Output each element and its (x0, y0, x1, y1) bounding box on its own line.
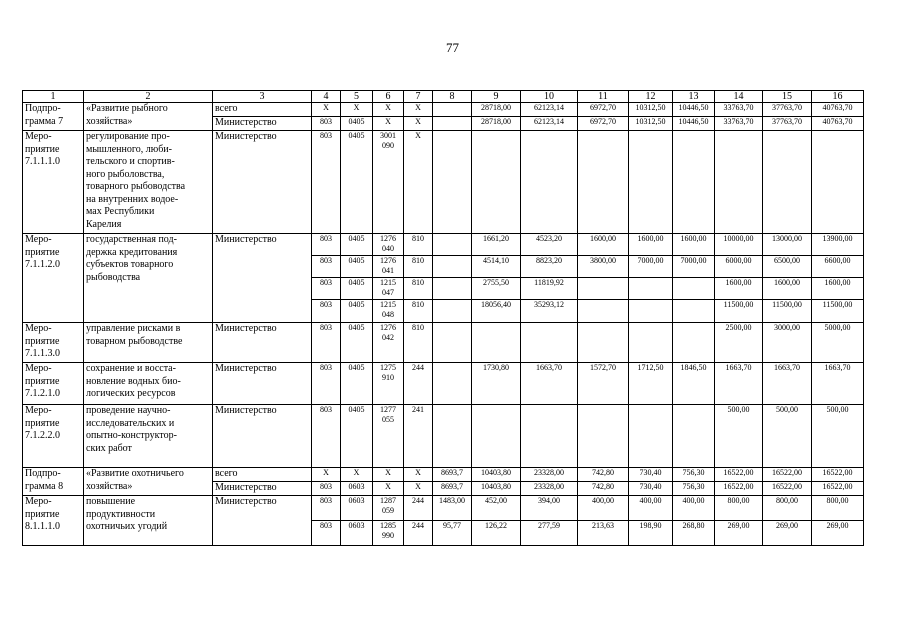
value-col-8: 1483,00 (433, 496, 472, 521)
value-col-8 (433, 103, 472, 117)
value-col-15: 500,00 (763, 405, 812, 468)
value-col-5: 0405 (341, 363, 373, 405)
column-header: 14 (715, 91, 763, 103)
value-col-13 (673, 131, 715, 234)
value-col-10: 1663,70 (521, 363, 578, 405)
value-col-9: 2755,50 (472, 278, 521, 300)
value-col-8: 8693,7 (433, 482, 472, 496)
value-col-9: 10403,80 (472, 468, 521, 482)
value-col-9: 1730,80 (472, 363, 521, 405)
value-col-8 (433, 278, 472, 300)
table-row (23, 131, 864, 234)
value-col-13: 10446,50 (673, 103, 715, 117)
value-col-12 (629, 405, 673, 468)
item-title: «Развитие охотничьего хозяйства» (84, 468, 213, 496)
value-col-11 (578, 131, 629, 234)
value-col-5: 0405 (341, 131, 373, 234)
column-header: 8 (433, 91, 472, 103)
value-col-8 (433, 323, 472, 363)
value-col-14: 800,00 (715, 496, 763, 521)
value-col-13: 10446,50 (673, 117, 715, 131)
value-col-10: 8823,20 (521, 256, 578, 278)
value-col-12 (629, 131, 673, 234)
value-col-6: 1276 040 (373, 234, 404, 256)
column-header: 2 (84, 91, 213, 103)
value-col-12: 10312,50 (629, 117, 673, 131)
value-col-16: 40763,70 (812, 103, 864, 117)
column-header: 16 (812, 91, 864, 103)
value-col-7: 810 (404, 300, 433, 323)
value-col-14: 16522,00 (715, 482, 763, 496)
value-col-14: 1600,00 (715, 278, 763, 300)
table-row (23, 496, 864, 521)
value-col-15: 37763,70 (763, 117, 812, 131)
value-col-6: 1276 042 (373, 323, 404, 363)
value-col-9: 452,00 (472, 496, 521, 521)
value-col-14: 16522,00 (715, 468, 763, 482)
value-col-11 (578, 300, 629, 323)
value-col-11: 6972,70 (578, 103, 629, 117)
value-col-7: X (404, 103, 433, 117)
item-code: Меро- приятие 7.1.1.2.0 (23, 234, 84, 323)
value-col-5: 0603 (341, 482, 373, 496)
value-col-13: 1600,00 (673, 234, 715, 256)
value-col-10 (521, 405, 578, 468)
value-col-4: 803 (312, 323, 341, 363)
value-col-13: 756,30 (673, 482, 715, 496)
value-col-11: 742,80 (578, 482, 629, 496)
value-col-14: 269,00 (715, 521, 763, 546)
item-title: сохранение и восста- новление водных био- логических ресурсов (84, 363, 213, 405)
value-col-4: X (312, 103, 341, 117)
value-col-8: 8693,7 (433, 468, 472, 482)
value-col-8 (433, 405, 472, 468)
value-col-5: 0603 (341, 496, 373, 521)
value-col-9: 10403,80 (472, 482, 521, 496)
value-col-16: 800,00 (812, 496, 864, 521)
value-col-10: 23328,00 (521, 482, 578, 496)
table-row (23, 405, 864, 468)
item-code: Меро- приятие 8.1.1.1.0 (23, 496, 84, 546)
value-col-4: 803 (312, 278, 341, 300)
value-col-7: 810 (404, 323, 433, 363)
value-col-8 (433, 256, 472, 278)
value-col-16: 16522,00 (812, 482, 864, 496)
value-col-12: 1712,50 (629, 363, 673, 405)
value-col-14: 33763,70 (715, 103, 763, 117)
value-col-15: 6500,00 (763, 256, 812, 278)
value-col-10: 23328,00 (521, 468, 578, 482)
value-col-6: 1276 041 (373, 256, 404, 278)
value-col-7: 244 (404, 496, 433, 521)
value-col-12 (629, 300, 673, 323)
value-col-15: 11500,00 (763, 300, 812, 323)
value-col-14: 6000,00 (715, 256, 763, 278)
item-title: проведение научно- исследовательских и опытно-конструктор- ских работ (84, 405, 213, 468)
value-col-4: 803 (312, 496, 341, 521)
value-col-16: 6600,00 (812, 256, 864, 278)
value-col-5: X (341, 468, 373, 482)
column-header: 3 (213, 91, 312, 103)
value-col-10: 277,59 (521, 521, 578, 546)
value-col-11: 213,63 (578, 521, 629, 546)
responsible-executor: Министерство (213, 131, 312, 234)
value-col-14: 500,00 (715, 405, 763, 468)
value-col-12: 400,00 (629, 496, 673, 521)
value-col-9: 126,22 (472, 521, 521, 546)
value-col-10: 11819,92 (521, 278, 578, 300)
value-col-5: 0405 (341, 278, 373, 300)
value-col-15: 37763,70 (763, 103, 812, 117)
value-col-12 (629, 278, 673, 300)
value-col-7: 810 (404, 278, 433, 300)
item-code: Меро- приятие 7.1.2.2.0 (23, 405, 84, 468)
value-col-7: 241 (404, 405, 433, 468)
value-col-15: 1600,00 (763, 278, 812, 300)
value-col-6: 1275 910 (373, 363, 404, 405)
value-col-9 (472, 405, 521, 468)
value-col-8 (433, 234, 472, 256)
value-col-13: 7000,00 (673, 256, 715, 278)
value-col-6: X (373, 468, 404, 482)
responsible-executor: Министерство (213, 405, 312, 468)
value-col-11 (578, 323, 629, 363)
budget-table (22, 90, 864, 546)
page-number: 77 (446, 40, 459, 55)
value-col-7: X (404, 131, 433, 234)
item-code: Меро- приятие 7.1.2.1.0 (23, 363, 84, 405)
value-col-5: 0405 (341, 117, 373, 131)
column-header: 4 (312, 91, 341, 103)
value-col-9: 18056,40 (472, 300, 521, 323)
value-col-16 (812, 131, 864, 234)
responsible-executor: Министерство (213, 323, 312, 363)
column-header: 12 (629, 91, 673, 103)
value-col-8 (433, 363, 472, 405)
value-col-9 (472, 131, 521, 234)
responsible-executor: всего (213, 103, 312, 117)
value-col-5: 0405 (341, 405, 373, 468)
value-col-15: 16522,00 (763, 482, 812, 496)
value-col-16: 1600,00 (812, 278, 864, 300)
value-col-14: 2500,00 (715, 323, 763, 363)
value-col-8 (433, 300, 472, 323)
value-col-11 (578, 405, 629, 468)
value-col-15: 269,00 (763, 521, 812, 546)
value-col-9: 28718,00 (472, 103, 521, 117)
value-col-9: 28718,00 (472, 117, 521, 131)
value-col-16: 1663,70 (812, 363, 864, 405)
value-col-5: 0405 (341, 323, 373, 363)
column-header: 1 (23, 91, 84, 103)
value-col-15: 16522,00 (763, 468, 812, 482)
value-col-13 (673, 278, 715, 300)
value-col-15: 3000,00 (763, 323, 812, 363)
value-col-4: 803 (312, 117, 341, 131)
value-col-9: 1661,20 (472, 234, 521, 256)
value-col-11: 3800,00 (578, 256, 629, 278)
value-col-13: 400,00 (673, 496, 715, 521)
column-header: 9 (472, 91, 521, 103)
item-title: повышение продуктивности охотничьих угодий (84, 496, 213, 546)
value-col-6: 1287 059 (373, 496, 404, 521)
value-col-6: 1215 047 (373, 278, 404, 300)
value-col-4: 803 (312, 521, 341, 546)
value-col-7: X (404, 117, 433, 131)
table-row (23, 468, 864, 482)
value-col-6: 1277 055 (373, 405, 404, 468)
table-row (23, 363, 864, 405)
value-col-16: 5000,00 (812, 323, 864, 363)
value-col-12: 7000,00 (629, 256, 673, 278)
value-col-10 (521, 131, 578, 234)
item-title: государственная под- держка кредитования субъектов товарного рыбоводства (84, 234, 213, 323)
item-code: Меро- приятие 7.1.1.3.0 (23, 323, 84, 363)
value-col-13 (673, 323, 715, 363)
value-col-12: 730,40 (629, 482, 673, 496)
value-col-15: 800,00 (763, 496, 812, 521)
item-code: Подпро- грамма 7 (23, 103, 84, 131)
value-col-13 (673, 300, 715, 323)
value-col-11: 1600,00 (578, 234, 629, 256)
value-col-14: 10000,00 (715, 234, 763, 256)
value-col-4: 803 (312, 363, 341, 405)
value-col-10 (521, 323, 578, 363)
responsible-executor: Министерство (213, 482, 312, 496)
value-col-6: X (373, 117, 404, 131)
value-col-14: 1663,70 (715, 363, 763, 405)
value-col-15: 1663,70 (763, 363, 812, 405)
item-code: Меро- приятие 7.1.1.1.0 (23, 131, 84, 234)
value-col-4: 803 (312, 300, 341, 323)
value-col-6: X (373, 103, 404, 117)
value-col-5: X (341, 103, 373, 117)
responsible-executor: Министерство (213, 234, 312, 323)
value-col-5: 0603 (341, 521, 373, 546)
value-col-7: 810 (404, 256, 433, 278)
value-col-16: 11500,00 (812, 300, 864, 323)
item-code: Подпро- грамма 8 (23, 468, 84, 496)
value-col-9 (472, 323, 521, 363)
value-col-14: 11500,00 (715, 300, 763, 323)
value-col-10: 394,00 (521, 496, 578, 521)
responsible-executor: Министерство (213, 496, 312, 546)
column-header: 11 (578, 91, 629, 103)
responsible-executor: Министерство (213, 117, 312, 131)
value-col-7: X (404, 482, 433, 496)
value-col-5: 0405 (341, 234, 373, 256)
table-body (23, 103, 864, 546)
value-col-10: 62123,14 (521, 103, 578, 117)
value-col-16: 13900,00 (812, 234, 864, 256)
value-col-11: 1572,70 (578, 363, 629, 405)
value-col-8 (433, 131, 472, 234)
value-col-15: 13000,00 (763, 234, 812, 256)
item-title: «Развитие рыбного хозяйства» (84, 103, 213, 131)
value-col-7: 244 (404, 363, 433, 405)
column-header: 6 (373, 91, 404, 103)
item-title: управление рисками в товарном рыбоводстве (84, 323, 213, 363)
value-col-12 (629, 323, 673, 363)
value-col-13: 756,30 (673, 468, 715, 482)
column-header: 10 (521, 91, 578, 103)
table-row (23, 103, 864, 117)
column-header: 7 (404, 91, 433, 103)
value-col-10: 35293,12 (521, 300, 578, 323)
value-col-15 (763, 131, 812, 234)
value-col-7: 244 (404, 521, 433, 546)
value-col-5: 0405 (341, 256, 373, 278)
table-row (23, 323, 864, 363)
value-col-14 (715, 131, 763, 234)
value-col-11 (578, 278, 629, 300)
responsible-executor: всего (213, 468, 312, 482)
value-col-7: X (404, 468, 433, 482)
item-title: регулирование про- мышленного, люби- тельского и спортив- ного рыболовства, товарного рыбоводства на внутренних водое- мах Республики Карелия (84, 131, 213, 234)
value-col-4: 803 (312, 256, 341, 278)
value-col-4: 803 (312, 131, 341, 234)
value-col-14: 33763,70 (715, 117, 763, 131)
column-header: 15 (763, 91, 812, 103)
value-col-12: 10312,50 (629, 103, 673, 117)
value-col-11: 6972,70 (578, 117, 629, 131)
column-header: 5 (341, 91, 373, 103)
value-col-4: 803 (312, 482, 341, 496)
value-col-12: 730,40 (629, 468, 673, 482)
responsible-executor: Министерство (213, 363, 312, 405)
table-row (23, 234, 864, 256)
value-col-6: 1215 048 (373, 300, 404, 323)
value-col-16: 500,00 (812, 405, 864, 468)
value-col-4: X (312, 468, 341, 482)
value-col-6: X (373, 482, 404, 496)
value-col-6: 1285 990 (373, 521, 404, 546)
value-col-7: 810 (404, 234, 433, 256)
column-header: 13 (673, 91, 715, 103)
value-col-12: 198,90 (629, 521, 673, 546)
value-col-6: 3001 090 (373, 131, 404, 234)
value-col-8: 95,77 (433, 521, 472, 546)
value-col-11: 400,00 (578, 496, 629, 521)
value-col-10: 62123,14 (521, 117, 578, 131)
value-col-13: 1846,50 (673, 363, 715, 405)
value-col-10: 4523,20 (521, 234, 578, 256)
value-col-13: 268,80 (673, 521, 715, 546)
value-col-12: 1600,00 (629, 234, 673, 256)
value-col-16: 40763,70 (812, 117, 864, 131)
value-col-16: 16522,00 (812, 468, 864, 482)
value-col-5: 0405 (341, 300, 373, 323)
value-col-11: 742,80 (578, 468, 629, 482)
value-col-8 (433, 117, 472, 131)
value-col-4: 803 (312, 234, 341, 256)
value-col-4: 803 (312, 405, 341, 468)
value-col-13 (673, 405, 715, 468)
value-col-9: 4514,10 (472, 256, 521, 278)
value-col-16: 269,00 (812, 521, 864, 546)
header-row (23, 91, 864, 103)
